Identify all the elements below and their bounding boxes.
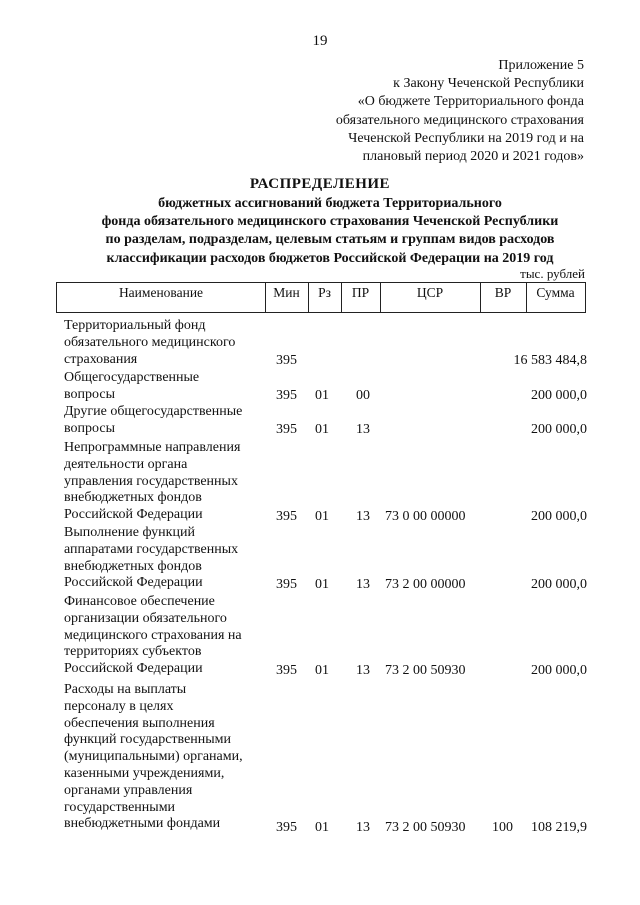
row-name-line: вопросы (64, 420, 115, 436)
row-name-line: территориях субъектов (64, 644, 202, 660)
table-row (0, 682, 640, 836)
row-name (64, 318, 264, 368)
appendix-block (284, 57, 584, 166)
cell-pr: 13 (356, 509, 370, 524)
row-name-line: Российской Федерации (64, 507, 203, 523)
table-header (56, 282, 586, 313)
header-csr: ЦСР (380, 283, 481, 312)
cell-pr: 13 (356, 577, 370, 592)
header-pr: ПР (341, 283, 381, 312)
row-name (64, 594, 264, 678)
cell-pr: 13 (356, 663, 370, 678)
row-name (64, 682, 264, 833)
row-name-line: медицинского страхования на (64, 627, 242, 643)
subtitle-line: бюджетных ассигнований бюджета Территориального (158, 196, 502, 211)
subtitle-line: классификации расходов бюджетов Российской Федерации на 2019 год (106, 250, 554, 266)
header-vr: ВР (480, 283, 527, 312)
cell-rz: 01 (315, 388, 329, 403)
row-name-line: Другие общегосударственные (64, 404, 243, 419)
table-row (0, 440, 640, 525)
cell-rz: 01 (315, 577, 329, 592)
cell-rz: 01 (315, 820, 329, 835)
appendix-line: обязательного медицинского страхования (335, 112, 584, 128)
row-name-line: Территориальный фонд (64, 318, 206, 333)
row-name-line: Российской Федерации (64, 575, 203, 591)
cell-sum: 200 000,0 (531, 509, 587, 524)
table-row (0, 318, 640, 369)
cell-pr: 13 (356, 820, 370, 835)
row-name-line: (муниципальными) органами, (64, 749, 243, 765)
table-row (0, 525, 640, 593)
row-name-line: вопросы (64, 386, 115, 402)
row-name-line: обеспечения выполнения (64, 715, 215, 731)
cell-rz: 01 (315, 663, 329, 678)
cell-vr: 100 (492, 820, 513, 835)
row-name-line: Непрограммные направления (64, 440, 241, 455)
header-name: Наименование (57, 283, 266, 312)
table-row (0, 594, 640, 679)
row-name-line: Выполнение функций (64, 525, 195, 540)
subtitle-line: фонда обязательного медицинского страхования Чеченской Республики (101, 214, 559, 230)
cell-min: 395 (276, 422, 297, 437)
row-name (64, 525, 264, 592)
cell-csr: 73 2 00 00000 (385, 577, 466, 592)
header-rz: Рз (308, 283, 342, 312)
row-name-line: государственными (64, 799, 176, 815)
cell-min: 395 (276, 820, 297, 835)
cell-sum: 16 583 484,8 (513, 353, 587, 368)
cell-min: 395 (276, 663, 297, 678)
row-name-line: управления государственных (64, 473, 238, 489)
row-name-line: Расходы на выплаты (64, 682, 187, 697)
cell-pr: 00 (356, 388, 370, 403)
row-name-line: Общегосударственные (64, 370, 200, 385)
cell-csr: 73 2 00 50930 (385, 820, 466, 835)
row-name-line: страхования (64, 351, 138, 367)
cell-csr: 73 0 00 00000 (385, 509, 466, 524)
cell-rz: 01 (315, 422, 329, 437)
row-name (64, 440, 264, 524)
unit-label: тыс. рублей (520, 266, 585, 281)
row-name-line: аппаратами государственных (64, 541, 239, 557)
row-name (64, 404, 264, 438)
header-sum: Сумма (536, 285, 575, 300)
appendix-line: к Закону Чеченской Республики (393, 76, 584, 92)
row-name-line: функций государственными (64, 732, 232, 748)
subtitle-line: по разделам, подразделам, целевым статьям и группам видов расходов (105, 232, 555, 248)
row-name-line: внебюджетными фондами (64, 816, 221, 832)
row-name (64, 370, 264, 404)
table-row (0, 370, 640, 404)
appendix-line: «О бюджете Территориального фонда (357, 94, 584, 110)
row-name-line: обязательного медицинского (64, 334, 236, 350)
cell-pr: 13 (356, 422, 370, 437)
row-name-line: деятельности органа (64, 456, 188, 472)
page-number: 19 (312, 33, 328, 49)
table-row (0, 404, 640, 438)
cell-sum: 200 000,0 (531, 388, 587, 403)
row-name-line: казенными учреждениями, (64, 765, 225, 781)
cell-min: 395 (276, 388, 297, 403)
document-title: РАСПРЕДЕЛЕНИЕ (249, 176, 391, 192)
appendix-line: плановый период 2020 и 2021 годов» (362, 149, 584, 165)
cell-csr: 73 2 00 50930 (385, 663, 466, 678)
cell-sum: 200 000,0 (531, 422, 587, 437)
cell-sum: 200 000,0 (531, 663, 587, 678)
cell-rz: 01 (315, 509, 329, 524)
appendix-line: Приложение 5 (498, 58, 584, 73)
cell-min: 395 (276, 353, 297, 368)
row-name-line: внебюджетных фондов (64, 558, 202, 574)
row-name-line: органами управления (64, 782, 193, 798)
row-name-line: Российской Федерации (64, 661, 203, 677)
cell-min: 395 (276, 509, 297, 524)
row-name-line: персоналу в целях (64, 698, 174, 714)
row-name-line: Финансовое обеспечение (64, 594, 215, 609)
document-subtitle (60, 195, 600, 268)
row-name-line: внебюджетных фондов (64, 490, 202, 506)
row-name-line: организации обязательного (64, 610, 227, 626)
cell-min: 395 (276, 577, 297, 592)
header-min: Мин (265, 283, 309, 312)
appendix-line: Чеченской Республики на 2019 год и на (348, 130, 584, 146)
cell-sum: 200 000,0 (531, 577, 587, 592)
cell-sum: 108 219,9 (531, 820, 587, 835)
